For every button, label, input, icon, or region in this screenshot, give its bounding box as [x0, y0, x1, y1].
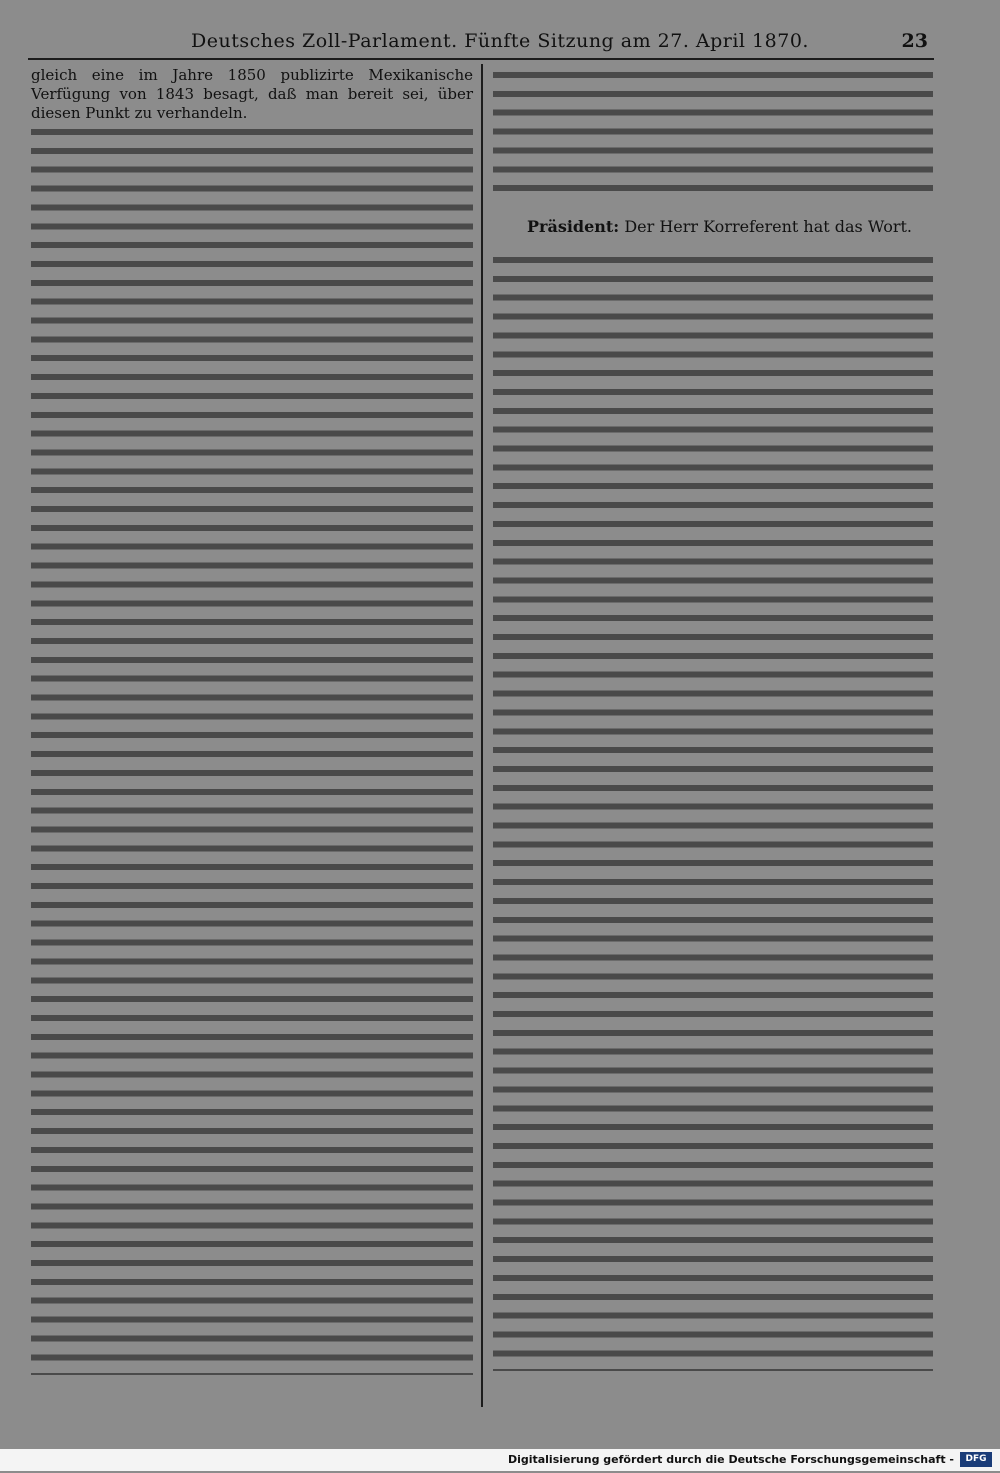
president-remark	[527, 218, 933, 237]
header-rule	[28, 58, 934, 60]
column-divider	[481, 64, 483, 1407]
left-column-body	[31, 123, 473, 1375]
footer-bar	[0, 1449, 1000, 1471]
page-header	[0, 28, 1000, 60]
right-column-body	[493, 251, 933, 1371]
right-column-upper-text	[493, 66, 933, 198]
digitization-credit: Digitalisierung gefördert durch die Deutsche Forschungsgemeinschaft -	[507, 1453, 954, 1466]
page-number: 23	[901, 30, 928, 52]
left-opening-paragraph: gleich eine im Jahre 1850 publizirte Mexikanische Verfügung von 1843 besagt, daß man bereit sei, über diesen Punkt zu verhandeln.	[31, 66, 473, 122]
speaker-remark: Der Herr Korreferent hat das Wort.	[624, 217, 912, 236]
speaker-label: Präsident:	[527, 217, 620, 236]
dfg-logo: DFG	[960, 1452, 992, 1467]
running-title: Deutsches Zoll-Parlament. Fünfte Sitzung am 27. April 1870.	[191, 30, 809, 52]
right-column	[493, 66, 933, 1375]
left-column	[31, 66, 473, 1379]
